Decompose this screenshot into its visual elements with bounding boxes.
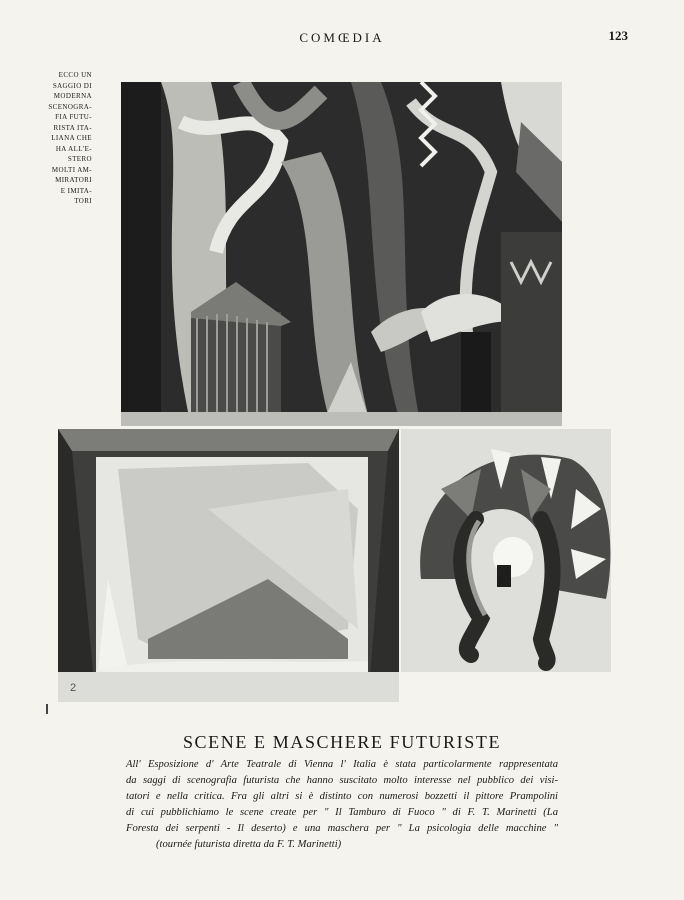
caption-line: SCENOGRA- bbox=[48, 102, 92, 111]
caption-line: MOLTI AM- bbox=[51, 165, 92, 174]
page-number: 123 bbox=[608, 28, 628, 43]
caption-line: RISTA ITA- bbox=[53, 123, 92, 132]
sidebar-caption bbox=[34, 70, 92, 207]
desert-scene-plate bbox=[58, 429, 399, 702]
forest-scene-plate bbox=[121, 82, 562, 426]
article-line: All' Esposizione d' Arte Teatrale di Vienna l' Italia è stata particolarmente rappresentata bbox=[126, 759, 558, 770]
forest-scene-illustration bbox=[121, 82, 562, 426]
caption-line: MIRATORI bbox=[55, 176, 92, 184]
mask-plate bbox=[401, 429, 611, 672]
caption-line: TORI bbox=[74, 197, 92, 205]
article-line: (tournée futurista diretta da F. T. Marinetti) bbox=[156, 839, 342, 850]
caption-line: E IMITA- bbox=[60, 186, 92, 195]
caption-line: FIA FUTU- bbox=[55, 113, 92, 121]
caption-line: STERO bbox=[67, 155, 92, 163]
article-line: da saggi di scenografia futurista che hanno suscitato molto interesse nel pubblico dei visi- bbox=[126, 775, 558, 786]
caption-line: SAGGIO DI bbox=[52, 81, 92, 90]
desert-scene-illustration bbox=[58, 429, 399, 702]
caption-line: ECCO UN bbox=[58, 71, 92, 79]
article-line: Foresta dei serpenti - Il deserto) e una maschera per " La psicologia delle macchine " bbox=[126, 823, 558, 834]
mask-illustration bbox=[401, 429, 611, 672]
plate-number: 2 bbox=[70, 682, 77, 694]
article-body bbox=[126, 757, 558, 853]
journal-title: COMŒDIA bbox=[299, 30, 385, 45]
caption-line: HA ALL'E- bbox=[55, 144, 92, 153]
section-heading: SCENE E MASCHERE FUTURISTE bbox=[182, 732, 502, 752]
article-line: di cui pubblichiamo le scene create per " Il Tamburo di Fuoco " di F. T. Marinetti (La bbox=[126, 807, 558, 818]
caption-line: LIANA CHE bbox=[51, 134, 92, 142]
plate-margin-mark bbox=[46, 704, 48, 714]
caption-line: MODERNA bbox=[53, 92, 92, 100]
article-line: tatori e nella critica. Fra gli altri si è distinto con numerosi bozzetti il pittore Prampolini bbox=[126, 791, 558, 802]
